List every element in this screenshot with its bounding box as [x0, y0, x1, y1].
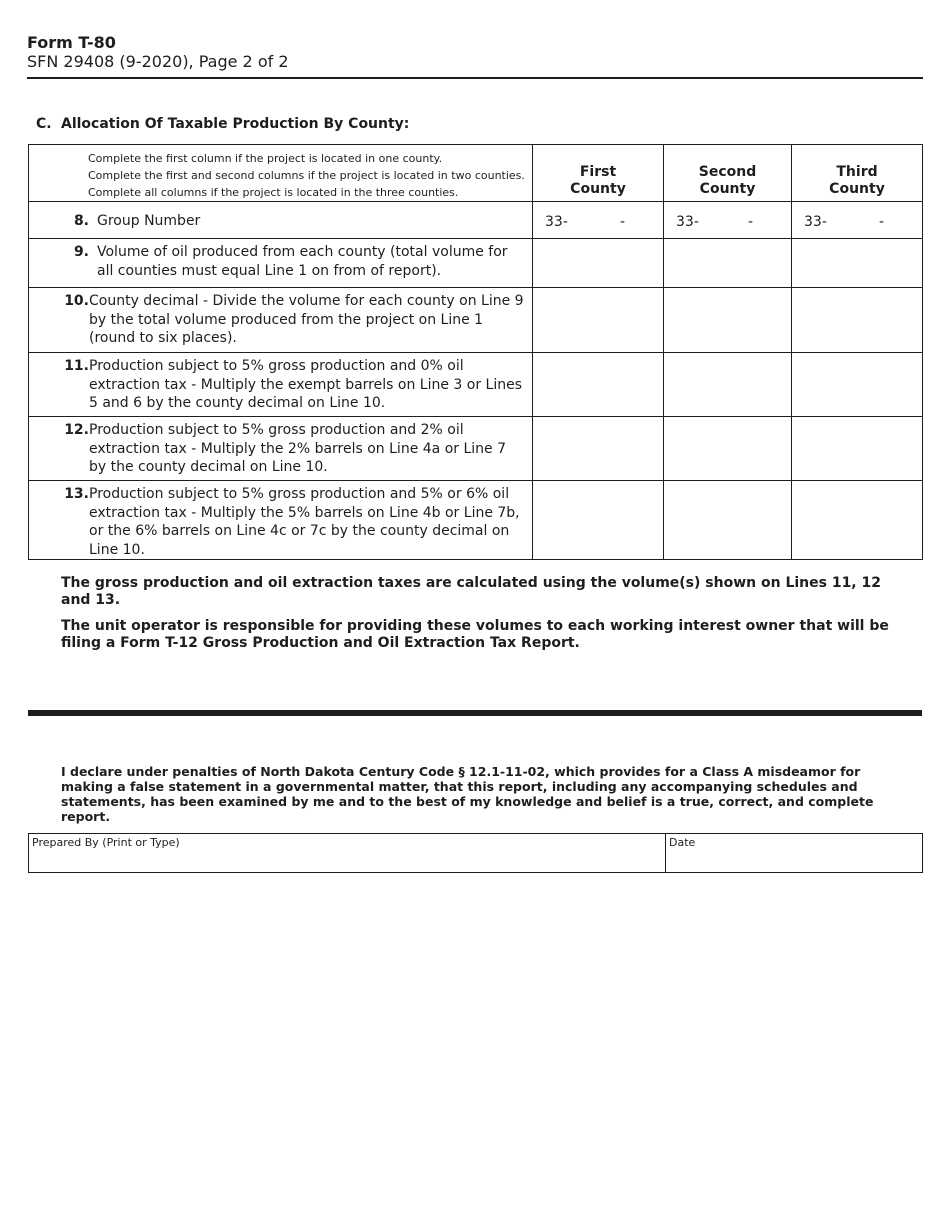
line-9-third-county-input[interactable] [792, 239, 923, 288]
instructions-cell [29, 145, 533, 202]
column-header-first-county [533, 145, 664, 202]
column-header-label: First [579, 164, 617, 180]
table-row [29, 353, 923, 417]
line-text: Group Number [97, 213, 201, 229]
line-number: 8. [73, 213, 89, 229]
table-row [29, 239, 923, 288]
table-row [29, 288, 923, 353]
prepared-by-field[interactable] [29, 834, 666, 872]
line-number: 9. [73, 244, 89, 260]
line-11-second-county-input[interactable] [664, 353, 792, 417]
column-header-label: Third [836, 164, 878, 180]
column-header-label: County [570, 181, 626, 197]
line-11-third-county-input[interactable] [792, 353, 923, 417]
line-8-second-county-input[interactable] [664, 202, 792, 239]
line-text: Production subject to 5% gross production and 0% oil extraction tax - Multiply the exempt barrels on Line 3 or Lines 5 and 6 by the county decimal on Line 10. [89, 358, 522, 411]
line-10-label-cell [29, 288, 533, 353]
table-header-row [29, 145, 923, 202]
section-title-text: Allocation Of Taxable Production By County: [61, 116, 410, 132]
section-title [36, 116, 409, 132]
section-divider [28, 710, 922, 716]
line-text: Production subject to 5% gross production and 5% or 6% oil extraction tax - Multiply the 5% barrels on Line 4b or Line 7b, or the 6% barrels on Line 4c or 7c by the county decimal on Line 10. [89, 486, 520, 558]
line-text: County decimal - Divide the volume for each county on Line 9 by the total volume produced from the project on Line 1 (round to six places). [89, 293, 524, 346]
instruction-3: Complete all columns if the project is located in the three counties. [88, 186, 459, 199]
group-prefix: 33- [545, 214, 568, 230]
column-header-label: Second [698, 164, 757, 180]
line-11-first-county-input[interactable] [533, 353, 664, 417]
table-row [29, 481, 923, 560]
table-row [29, 417, 923, 481]
line-number: 13. [64, 486, 89, 502]
header-divider [27, 77, 923, 79]
date-field[interactable] [666, 834, 922, 872]
table-row [29, 202, 923, 239]
column-header-third-county [792, 145, 923, 202]
group-dash: - [747, 214, 753, 230]
allocation-table [28, 144, 923, 560]
group-prefix: 33- [676, 214, 699, 230]
line-text: Production subject to 5% gross production and 2% oil extraction tax - Multiply the 2% barrels on Line 4a or Line 7 by the county decimal on Line 10. [89, 422, 506, 475]
prepared-by-label: Prepared By (Print or Type) [32, 836, 180, 849]
line-13-second-county-input[interactable] [664, 481, 792, 560]
line-8-first-county-input[interactable] [533, 202, 664, 239]
line-11-label-cell [29, 353, 533, 417]
line-number: 11. [64, 358, 89, 374]
line-12-first-county-input[interactable] [533, 417, 664, 481]
column-header-second-county [664, 145, 792, 202]
line-number: 10. [64, 293, 89, 309]
line-8-label-cell [29, 202, 533, 239]
line-text: Volume of oil produced from each county (total volume for all counties must equal Line 1 on from of report). [97, 244, 508, 279]
line-9-first-county-input[interactable] [533, 239, 664, 288]
form-title: Form T-80 [27, 33, 116, 52]
note-tax-calculation: The gross production and oil extraction taxes are calculated using the volume(s) shown on Lines 11, 12 and 13. [61, 575, 881, 608]
signature-block [28, 833, 923, 873]
group-dash: - [878, 214, 884, 230]
line-8-third-county-input[interactable] [792, 202, 923, 239]
instruction-1: Complete the first column if the project is located in one county. [88, 152, 443, 165]
line-13-third-county-input[interactable] [792, 481, 923, 560]
line-10-second-county-input[interactable] [664, 288, 792, 353]
date-label: Date [669, 836, 696, 849]
line-12-label-cell [29, 417, 533, 481]
note-operator-responsibility: The unit operator is responsible for providing these volumes to each working interest owner that will be filing a Form T-12 Gross Production and Oil Extraction Tax Report. [61, 618, 889, 651]
line-10-third-county-input[interactable] [792, 288, 923, 353]
instruction-2: Complete the first and second columns if the project is located in two counties. [88, 169, 525, 182]
line-10-first-county-input[interactable] [533, 288, 664, 353]
line-9-second-county-input[interactable] [664, 239, 792, 288]
column-header-label: County [829, 181, 885, 197]
column-header-label: County [699, 181, 756, 197]
group-dash: - [619, 214, 625, 230]
line-12-third-county-input[interactable] [792, 417, 923, 481]
line-number: 12. [64, 422, 89, 438]
group-prefix: 33- [804, 214, 827, 230]
form-subtitle: SFN 29408 (9-2020), Page 2 of 2 [27, 52, 289, 71]
line-13-label-cell [29, 481, 533, 560]
line-13-first-county-input[interactable] [533, 481, 664, 560]
declaration-text: I declare under penalties of North Dakota Century Code § 12.1-11-02, which provides for a Class A misdeamor for making a false statement in a governmental matter, that this report, including any accompanying schedules and statements, has been examined by me and to the best of my knowledge and belief is a true, correct, and complete report. [61, 764, 874, 824]
line-12-second-county-input[interactable] [664, 417, 792, 481]
line-9-label-cell [29, 239, 533, 288]
section-letter: C. [36, 116, 52, 132]
